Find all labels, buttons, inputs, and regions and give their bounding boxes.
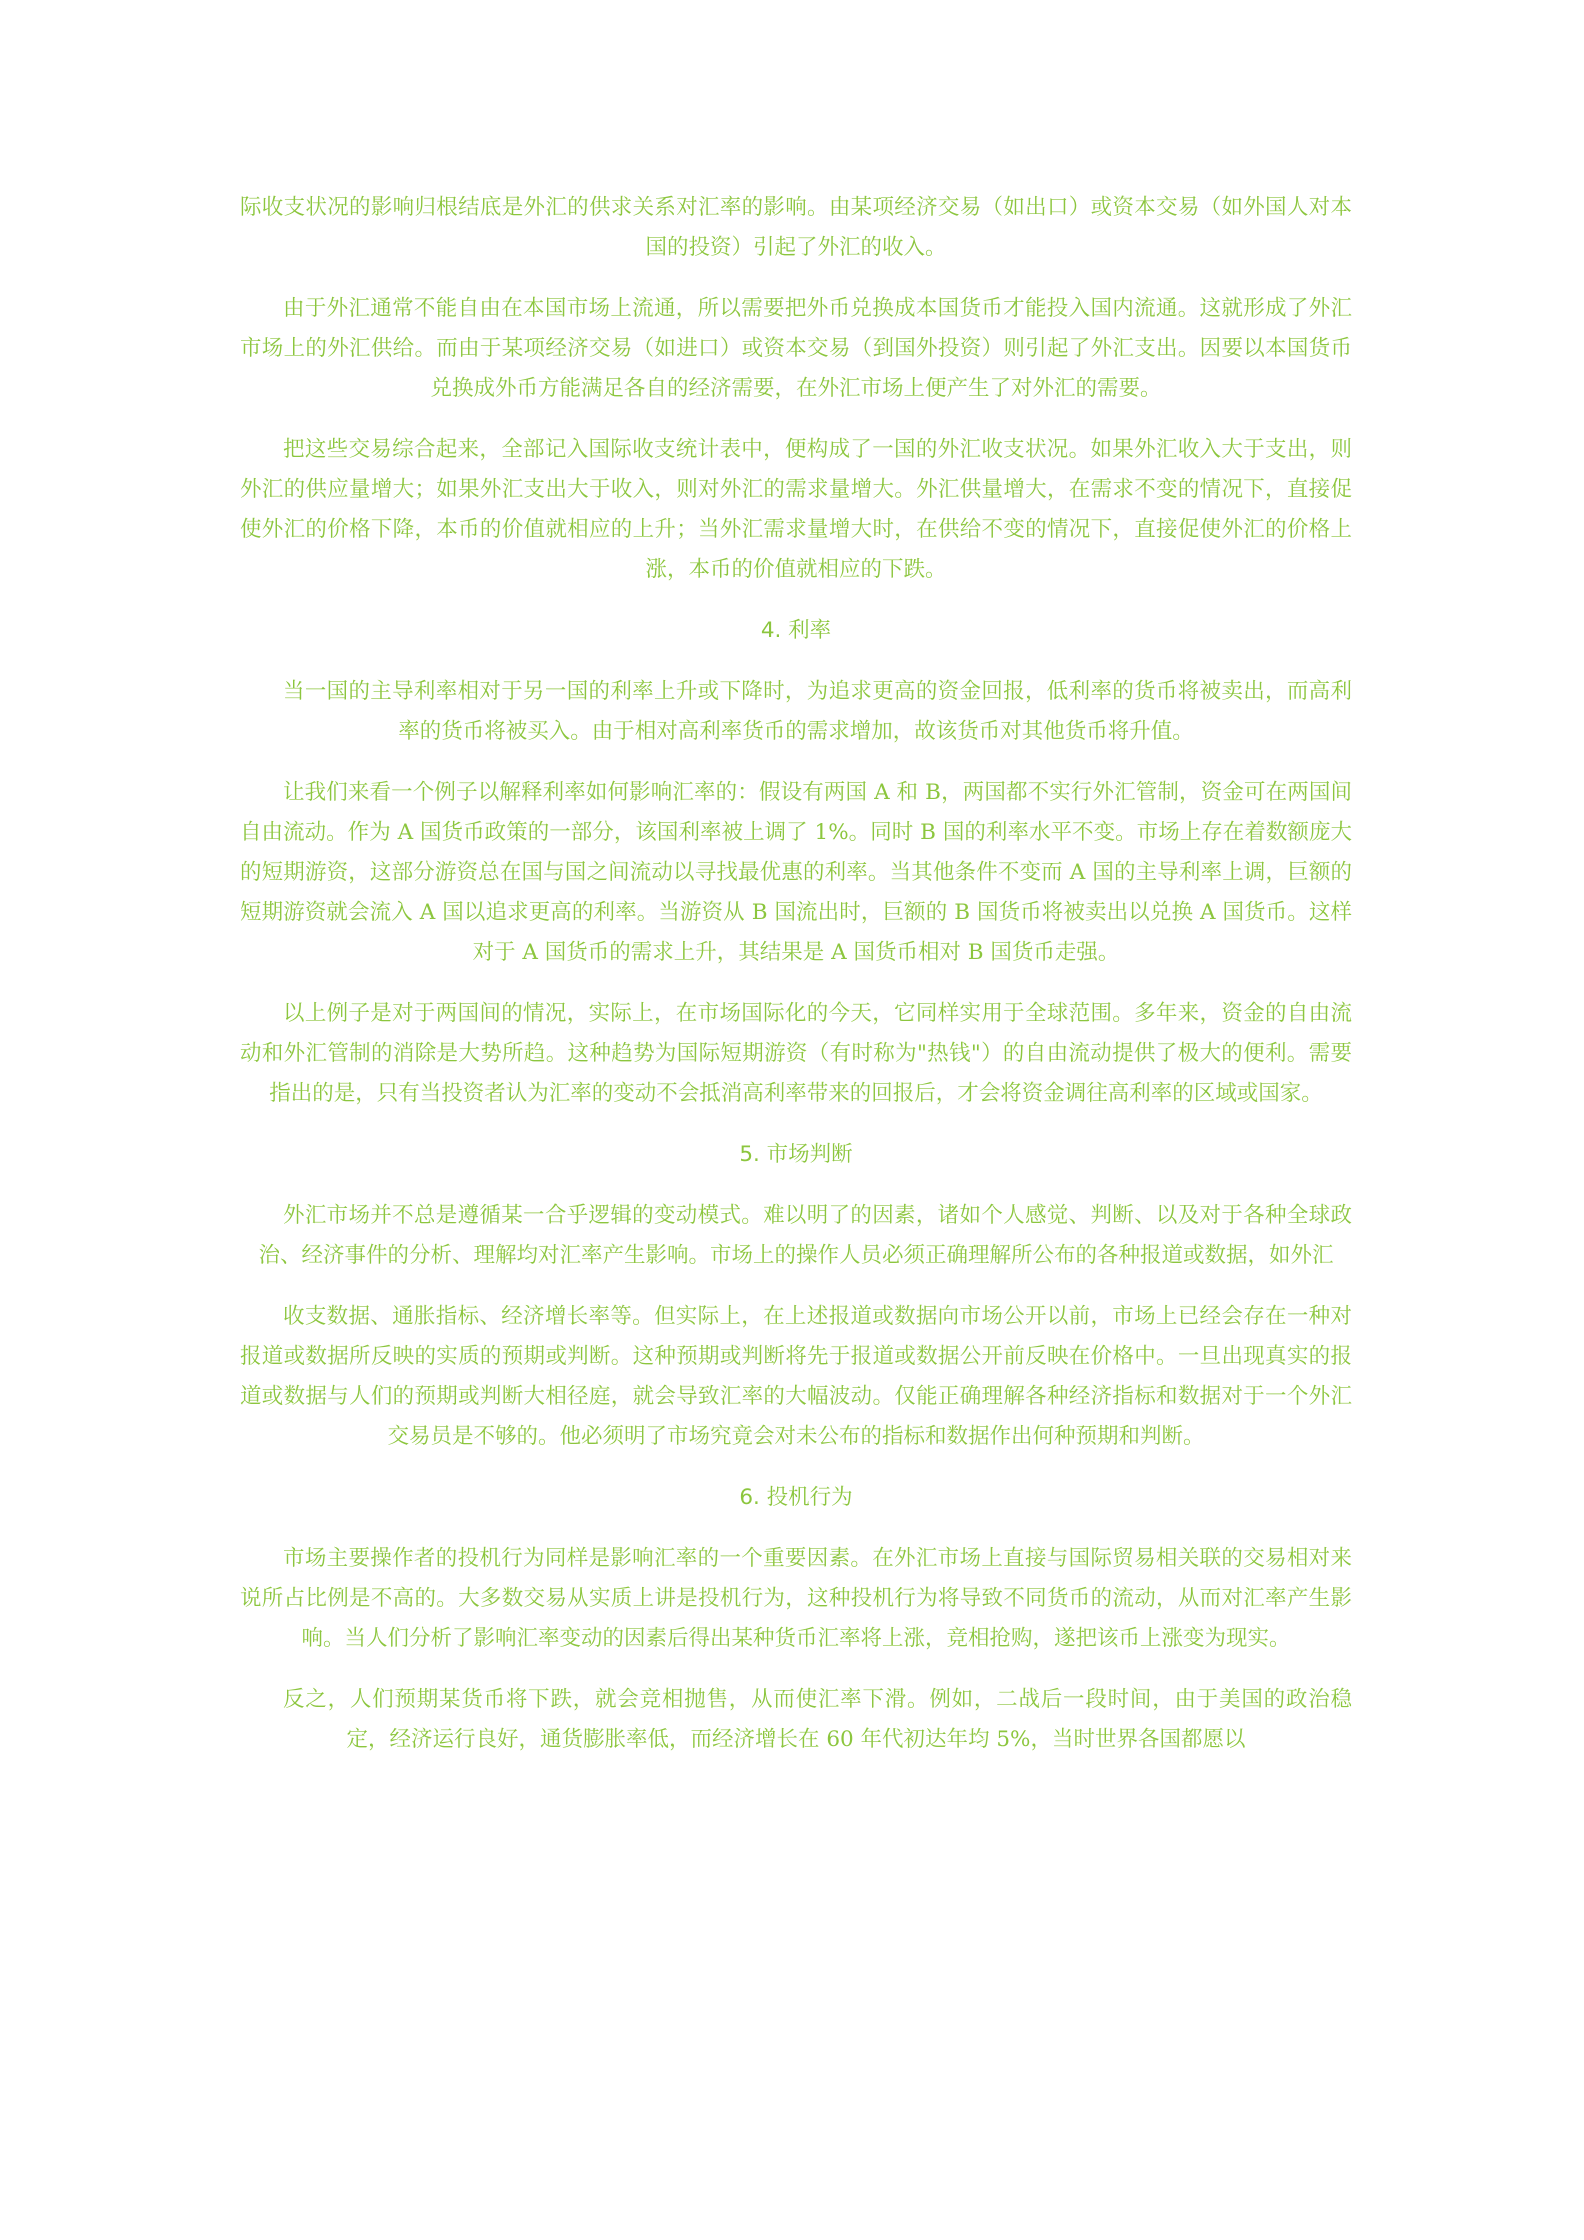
- section-heading: 4. 利率: [760, 618, 832, 643]
- document-page: [240, 188, 1352, 1781]
- paragraph: 让我们来看一个例子以解释利率如何影响汇率的：假设有两国 A 和 B，两国都不实行外汇管制，资金可在两国间自由流动。作为 A 国货币政策的一部分，该国利率被上调了 1%。同时 B 国的利率水平不变。市场上存在着数额庞大的短期游资，这部分游资总在国与国之间流动以寻找最优惠的利率。当其他条件不变而 A 国的主导利率上调，巨额的短期游资就会流入 A 国以追求更高的利率。当游资从 B 国流出时，巨额的 B 国货币将被卖出以兑换 A 国货币。这样对于 A 国货币的需求上升，其结果是 A 国货币相对 B 国货币走强。: [240, 780, 1352, 965]
- section-heading: 6. 投机行为: [739, 1485, 853, 1510]
- paragraph: 以上例子是对于两国间的情况，实际上，在市场国际化的今天，它同样实用于全球范围。多年来，资金的自由流动和外汇管制的消除是大势所趋。这种趋势为国际短期游资（有时称为"热钱"）的自由流动提供了极大的便利。需要指出的是，只有当投资者认为汇率的变动不会抵消高利率带来的回报后，才会将资金调往高利率的区域或国家。: [240, 1001, 1352, 1106]
- paragraph: 由于外汇通常不能自由在本国市场上流通，所以需要把外币兑换成本国货币才能投入国内流通。这就形成了外汇市场上的外汇供给。而由于某项经济交易（如进口）或资本交易（到国外投资）则引起了外汇支出。因要以本国货币兑换成外币方能满足各自的经济需要，在外汇市场上便产生了对外汇的需要。: [240, 296, 1352, 401]
- paragraph: 当一国的主导利率相对于另一国的利率上升或下降时，为追求更高的资金回报，低利率的货币将被卖出，而高利率的货币将被买入。由于相对高利率货币的需求增加，故该货币对其他货币将升值。: [283, 679, 1352, 744]
- paragraph: 收支数据、通胀指标、经济增长率等。但实际上，在上述报道或数据向市场公开以前，市场上已经会存在一种对报道或数据所反映的实质的预期或判断。这种预期或判断将先于报道或数据公开前反映在价格中。一旦出现真实的报道或数据与人们的预期或判断大相径庭，就会导致汇率的大幅波动。仅能正确理解各种经济指标和数据对于一个外汇交易员是不够的。他必须明了市场究竟会对未公布的指标和数据作出何种预期和判断。: [240, 1304, 1352, 1449]
- paragraph: 市场主要操作者的投机行为同样是影响汇率的一个重要因素。在外汇市场上直接与国际贸易相关联的交易相对来说所占比例是不高的。大多数交易从实质上讲是投机行为，这种投机行为将导致不同货币的流动，从而对汇率产生影响。当人们分析了影响汇率变动的因素后得出某种货币汇率将上涨，竞相抢购，遂把该币上涨变为现实。: [240, 1546, 1352, 1651]
- paragraph: 把这些交易综合起来，全部记入国际收支统计表中，便构成了一国的外汇收支状况。如果外汇收入大于支出，则外汇的供应量增大；如果外汇支出大于收入，则对外汇的需求量增大。外汇供量增大，在需求不变的情况下，直接促使外汇的价格下降，本币的价值就相应的上升；当外汇需求量增大时，在供给不变的情况下，直接促使外汇的价格上涨，本币的价值就相应的下跌。: [240, 437, 1352, 582]
- section-heading: 5. 市场判断: [739, 1142, 853, 1167]
- paragraph: 反之，人们预期某货币将下跌，就会竞相抛售，从而使汇率下滑。例如，二战后一段时间，由于美国的政治稳定，经济运行良好，通货膨胀率低，而经济增长在 60 年代初达年均 5%，当时世界各国都愿以: [283, 1687, 1352, 1752]
- paragraph: 外汇市场并不总是遵循某一合乎逻辑的变动模式。难以明了的因素，诸如个人感觉、判断、以及对于各种全球政治、经济事件的分析、理解均对汇率产生影响。市场上的操作人员必须正确理解所公布的各种报道或数据，如外汇: [258, 1203, 1352, 1268]
- paragraph: 际收支状况的影响归根结底是外汇的供求关系对汇率的影响。由某项经济交易（如出口）或资本交易（如外国人对本国的投资）引起了外汇的收入。: [240, 195, 1352, 260]
